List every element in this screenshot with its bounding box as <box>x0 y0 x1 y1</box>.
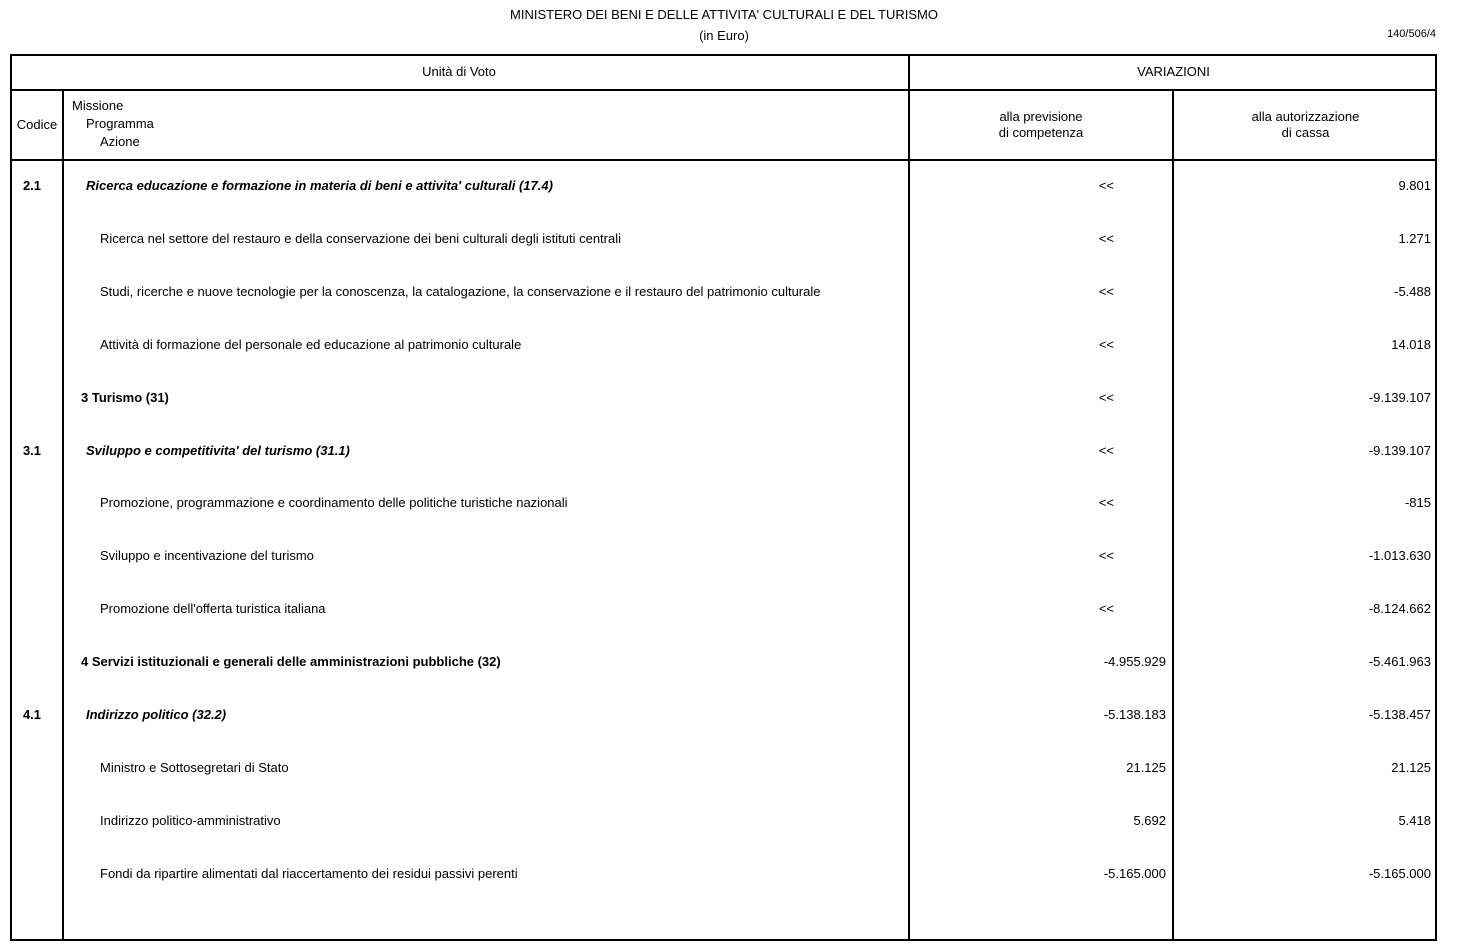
row-description: Fondi da ripartire alimentati dal riaccertamento dei residui passivi perenti <box>100 866 518 881</box>
header-divider-top <box>10 89 1437 91</box>
row-previsione-competenza: << <box>1098 443 1114 458</box>
table-row <box>0 601 1474 621</box>
row-autorizzazione-cassa: -9.139.107 <box>1368 390 1431 405</box>
row-previsione-competenza: << <box>1098 601 1114 616</box>
row-code: 3.1 <box>22 443 42 458</box>
header-cassa-line1: alla autorizzazione <box>1251 109 1360 124</box>
row-description: Ricerca educazione e formazione in materia di beni e attivita' culturali (17.4) <box>86 178 553 193</box>
row-previsione-competenza: << <box>1098 390 1114 405</box>
header-previsione-line1: alla previsione <box>999 109 1083 124</box>
row-autorizzazione-cassa: 9.801 <box>1398 178 1431 193</box>
row-description: 4 Servizi istituzionali e generali delle amministrazioni pubbliche (32) <box>81 654 501 669</box>
header-unita-di-voto: Unità di Voto <box>422 64 496 79</box>
row-autorizzazione-cassa: -1.013.630 <box>1368 548 1431 563</box>
row-description: Attività di formazione del personale ed educazione al patrimonio culturale <box>100 337 522 352</box>
row-previsione-competenza: 21.125 <box>1126 760 1166 775</box>
row-previsione-competenza: 5.692 <box>1133 813 1166 828</box>
row-description: Sviluppo e incentivazione del turismo <box>100 548 314 563</box>
table-row <box>0 390 1474 410</box>
table-row <box>0 548 1474 568</box>
document-code: 140/506/4 <box>1387 28 1436 40</box>
header-cassa-line2: di cassa <box>1281 125 1330 140</box>
row-previsione-competenza: -4.955.929 <box>1103 654 1166 669</box>
header-previsione-line2: di competenza <box>998 125 1084 140</box>
row-previsione-competenza: << <box>1098 284 1114 299</box>
row-autorizzazione-cassa: 5.418 <box>1398 813 1431 828</box>
row-description: Indirizzo politico-amministrativo <box>100 813 281 828</box>
row-autorizzazione-cassa: -5.461.963 <box>1368 654 1431 669</box>
header-variazioni: VARIAZIONI <box>1137 64 1210 79</box>
row-description: Sviluppo e competitivita' del turismo (31.1) <box>86 443 350 458</box>
row-autorizzazione-cassa: 1.271 <box>1398 231 1431 246</box>
row-autorizzazione-cassa: 21.125 <box>1391 760 1431 775</box>
row-description: Ministro e Sottosegretari di Stato <box>100 760 289 775</box>
row-autorizzazione-cassa: 14.018 <box>1391 337 1431 352</box>
row-autorizzazione-cassa: -9.139.107 <box>1368 443 1431 458</box>
table-row <box>0 443 1474 463</box>
table-row <box>0 495 1474 515</box>
table-row <box>0 231 1474 251</box>
row-description: Ricerca nel settore del restauro e della conservazione dei beni culturali degli istituti centrali <box>100 231 621 246</box>
header-azione: Azione <box>100 134 140 149</box>
table-row <box>0 707 1474 727</box>
row-description: Indirizzo politico (32.2) <box>86 707 227 722</box>
row-code: 2.1 <box>22 178 42 193</box>
row-code: 4.1 <box>22 707 42 722</box>
row-autorizzazione-cassa: -8.124.662 <box>1368 601 1431 616</box>
header-codice: Codice <box>16 117 58 132</box>
row-autorizzazione-cassa: -5.138.457 <box>1368 707 1431 722</box>
row-previsione-competenza: << <box>1098 178 1114 193</box>
table-row <box>0 178 1474 198</box>
row-previsione-competenza: << <box>1098 495 1114 510</box>
row-previsione-competenza: << <box>1098 337 1114 352</box>
row-autorizzazione-cassa: -815 <box>1404 495 1431 510</box>
table-row <box>0 654 1474 674</box>
currency-note: (in Euro) <box>699 28 749 43</box>
table-row <box>0 284 1474 304</box>
header-missione: Missione <box>72 98 124 113</box>
row-description: Promozione dell'offerta turistica italiana <box>100 601 326 616</box>
row-autorizzazione-cassa: -5.488 <box>1394 284 1431 299</box>
table-row <box>0 760 1474 780</box>
row-description: Promozione, programmazione e coordinamento delle politiche turistiche nazionali <box>100 495 568 510</box>
row-previsione-competenza: << <box>1098 231 1114 246</box>
header-divider-variazioni <box>10 159 1437 161</box>
row-previsione-competenza: << <box>1098 548 1114 563</box>
row-autorizzazione-cassa: -5.165.000 <box>1368 866 1431 881</box>
document-title: MINISTERO DEI BENI E DELLE ATTIVITA' CULTURALI E DEL TURISMO <box>510 7 938 22</box>
header-programma: Programma <box>86 116 154 131</box>
row-description: 3 Turismo (31) <box>81 390 169 405</box>
row-description: Studi, ricerche e nuove tecnologie per la conoscenza, la catalogazione, la conservazione e il restauro del patrimonio culturale <box>100 284 821 299</box>
table-row <box>0 337 1474 357</box>
row-previsione-competenza: -5.165.000 <box>1103 866 1166 881</box>
row-previsione-competenza: -5.138.183 <box>1103 707 1166 722</box>
table-row <box>0 866 1474 886</box>
table-row <box>0 813 1474 833</box>
